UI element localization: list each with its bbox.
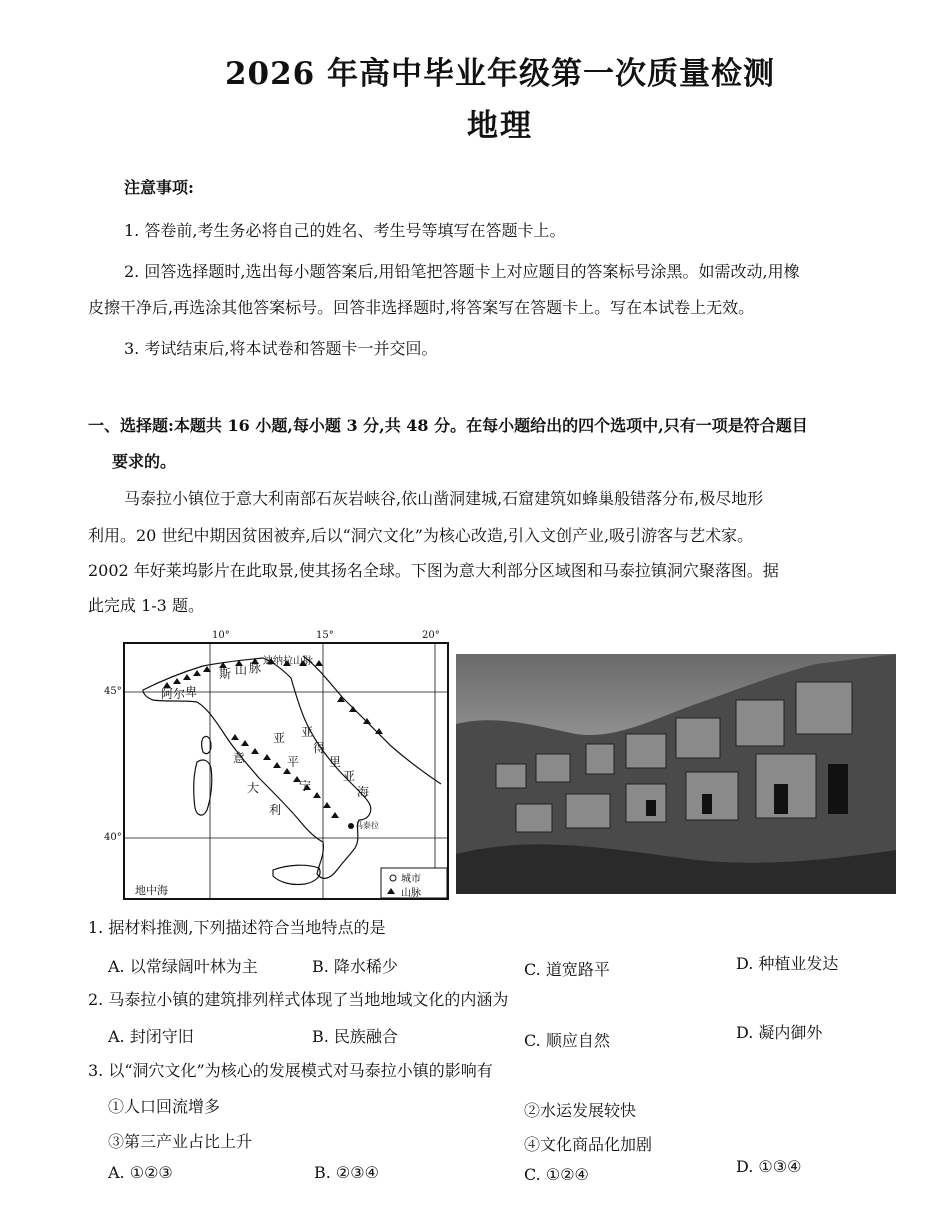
notice-item-1: 1. 答卷前,考生务必将自己的姓名、考生号等填写在答题卡上。 xyxy=(124,221,566,240)
q3-option-a[interactable]: A. ①②③ xyxy=(108,1163,173,1182)
lat-label-40: 40° xyxy=(104,832,122,843)
map-label-italy-1: 意 xyxy=(233,751,246,765)
map-label-dinaric: 迪纳拉山脉 xyxy=(263,656,313,667)
question-2-stem: 2. 马泰拉小镇的建筑排列样式体现了当地地域文化的内涵为 xyxy=(88,990,509,1009)
notice-item-2-line-2: 皮擦干净后,再选涂其他答案标号。回答非选择题时,将答案写在答题卡上。写在本试卷上无效。 xyxy=(88,298,755,317)
lat-label-45: 45° xyxy=(104,686,122,697)
q3-statement-4: ④文化商品化加剧 xyxy=(524,1135,653,1154)
map-label-alps-3: 卑 xyxy=(185,685,198,699)
map-label-italy-3: 利 xyxy=(269,803,282,817)
question-1-stem: 1. 据材料推测,下列描述符合当地特点的是 xyxy=(88,918,386,937)
map-label-apennine-1: 亚 xyxy=(273,731,286,745)
lon-label-20: 20° xyxy=(422,630,440,641)
map-label-italy-2: 大 xyxy=(247,781,260,795)
legend-city-label: 城市 xyxy=(401,874,421,885)
map-label-adriatic-5: 海 xyxy=(357,785,370,799)
exam-title: 2026 年高中毕业年级第一次质量检测 xyxy=(224,56,776,92)
map-label-alps-2: 尔 xyxy=(173,687,186,701)
italy-region-map xyxy=(123,642,449,900)
q2-option-b[interactable]: B. 民族融合 xyxy=(312,1027,398,1046)
map-label-adriatic-1: 亚 xyxy=(301,725,314,739)
section-heading-line-1: 一、选择题:本题共 16 小题,每小题 3 分,共 48 分。在每小题给出的四个选项中,只有一项是符合题目 xyxy=(88,416,808,435)
passage-line-2: 利用。20 世纪中期因贫困被弃,后以“洞穴文化”为核心改造,引入文创产业,吸引游客与艺术家。 xyxy=(88,526,754,545)
q3-statement-3: ③第三产业占比上升 xyxy=(108,1132,253,1151)
section-heading-line-2: 要求的。 xyxy=(112,452,177,471)
map-label-matera: 马泰拉 xyxy=(355,821,379,830)
q3-option-b[interactable]: B. ②③④ xyxy=(314,1163,379,1182)
notice-item-2-line-1: 2. 回答选择题时,选出每小题答案后,用铅笔把答题卡上对应题目的答案标号涂黑。如需改动,用橡 xyxy=(124,262,800,281)
q2-option-d[interactable]: D. 凝内御外 xyxy=(736,1023,823,1042)
map-label-mediterranean: 地中海 xyxy=(135,885,168,897)
question-3-stem: 3. 以“洞穴文化”为核心的发展模式对马泰拉小镇的影响有 xyxy=(88,1061,493,1080)
q3-option-d[interactable]: D. ①③④ xyxy=(736,1157,802,1176)
map-label-alps-6: 脉 xyxy=(249,661,262,675)
matera-cave-settlement-photo xyxy=(456,654,896,894)
q1-option-a[interactable]: A. 以常绿阔叶林为主 xyxy=(108,957,258,976)
q1-option-b[interactable]: B. 降水稀少 xyxy=(312,957,398,976)
q3-option-c[interactable]: C. ①②④ xyxy=(524,1165,589,1184)
legend-mountain-label: 山脉 xyxy=(401,888,421,899)
q1-option-c[interactable]: C. 道宽路平 xyxy=(524,960,610,979)
q1-option-d[interactable]: D. 种植业发达 xyxy=(736,954,839,973)
map-label-alps-1: 阿 xyxy=(161,687,174,701)
q3-statement-2: ②水运发展较快 xyxy=(524,1101,637,1120)
passage-line-4: 此完成 1-3 题。 xyxy=(88,596,204,615)
map-label-adriatic-4: 亚 xyxy=(343,769,356,783)
q3-statement-1: ①人口回流增多 xyxy=(108,1097,221,1116)
exam-subject: 地理 xyxy=(467,108,533,144)
q2-option-c[interactable]: C. 顺应自然 xyxy=(524,1031,610,1050)
lon-label-15: 15° xyxy=(316,630,334,641)
notice-item-3: 3. 考试结束后,将本试卷和答题卡一并交回。 xyxy=(124,339,438,358)
passage-line-3: 2002 年好莱坞影片在此取景,使其扬名全球。下图为意大利部分区域图和马泰拉镇洞穴聚落图。据 xyxy=(88,561,779,580)
map-label-adriatic-3: 里 xyxy=(329,755,342,769)
map-label-alps-5: 山 xyxy=(235,663,248,677)
map-label-alps-4: 斯 xyxy=(219,667,232,681)
map-label-adriatic-2: 得 xyxy=(313,741,326,755)
matera-point xyxy=(348,823,354,829)
q2-option-a[interactable]: A. 封闭守旧 xyxy=(108,1027,194,1046)
map-label-apennine-2: 平 xyxy=(287,755,300,769)
notice-heading: 注意事项: xyxy=(124,178,194,197)
lon-label-10: 10° xyxy=(212,630,230,641)
passage-line-1: 马泰拉小镇位于意大利南部石灰岩峡谷,依山凿洞建城,石窟建筑如蜂巢般错落分布,极尽地形 xyxy=(124,489,764,508)
map-label-apennine-3: 宁 xyxy=(299,779,312,793)
